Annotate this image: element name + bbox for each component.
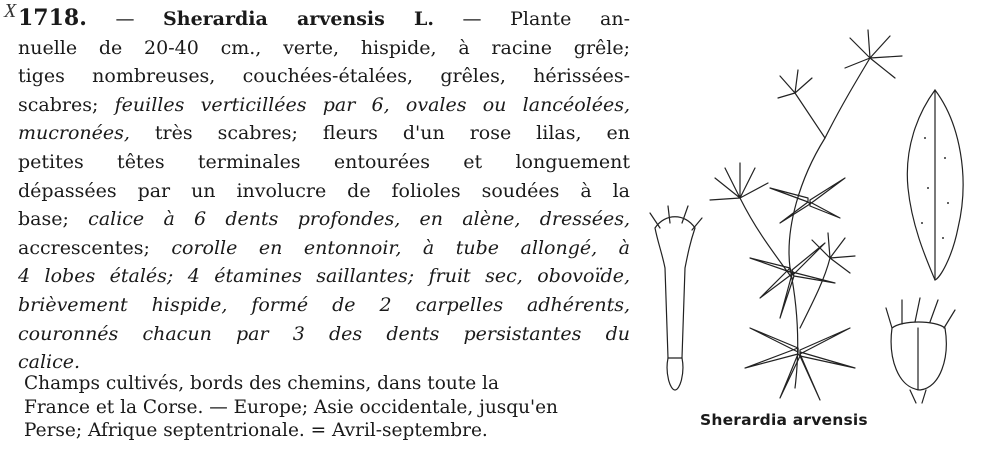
margin-mark: X [4,0,17,22]
entry-line-3 [18,62,630,91]
species-name: Sherardia arvensis L. [163,8,434,30]
entry-line-11 [18,291,630,320]
habitat-line: Champs cultivés, bords des chemins, dans toute la [24,373,499,394]
entry-text-italic: feuilles verticillées par 6, ovales ou lancéolées, [114,93,630,116]
habitat-paragraph [24,372,626,443]
entry-text: nuelle de 20-40 cm., verte, hispide, à racine grêle; [18,36,630,59]
entry-text: tiges nombreuses, couchées-étalées, grêles, hérissées- [18,65,630,88]
habitat-line: Perse; Afrique septentrionale. = Avril-septembre. [24,420,488,441]
entry-text: dépassées par un involucre de folioles soudées à la [18,179,630,202]
entry-text-italic: calice. [18,351,81,374]
entry-text: scabres; [18,93,99,116]
entry-text-italic: calice à 6 dents profondes, en alène, dressées, [88,208,630,231]
entry-line-5 [18,119,630,148]
entry-line-12 [18,320,630,349]
entry-line-7 [18,177,630,206]
entry-text: accrescentes; [18,236,150,259]
entry-line-10 [18,262,630,291]
dash: — [86,8,164,30]
figure-caption: Sherardia arvensis [700,411,868,429]
species-entry [18,4,630,377]
fruit-detail [886,298,955,403]
plant-drawing [640,28,985,408]
entry-text-italic: corolle en entonnoir, à tube allongé, à [171,236,630,259]
whole-plant [710,30,902,400]
flower-detail [650,206,702,390]
entry-text: très scabres; fleurs d'un rose lilas, en [154,122,630,145]
botanical-illustration [640,28,985,408]
leaf-detail [907,90,963,280]
dash: — [433,8,511,30]
entry-text: Plante an- [510,8,630,30]
entry-text-italic: brièvement hispide, formé de 2 carpelles adhérents, [18,293,630,316]
habitat-line: France et la Corse. — Europe; Asie occidentale, jusqu'en [24,396,558,418]
entry-line-8 [18,205,630,234]
entry-text-italic: mucronées, [18,122,130,145]
entry-line-2 [18,34,630,63]
entry-line-9 [18,234,630,263]
entry-text: base; [18,208,69,231]
entry-text: petites têtes terminales entourées et longuement [18,150,630,173]
entry-text-italic: 4 lobes étalés; 4 étamines saillantes; fruit sec, obovoïde, [18,265,630,288]
entry-line-1 [18,4,630,34]
entry-number: 1718. [18,5,87,31]
entry-line-4 [18,91,630,120]
entry-line-6 [18,148,630,177]
entry-text-italic: couronnés chacun par 3 des dents persistantes du [18,322,630,345]
